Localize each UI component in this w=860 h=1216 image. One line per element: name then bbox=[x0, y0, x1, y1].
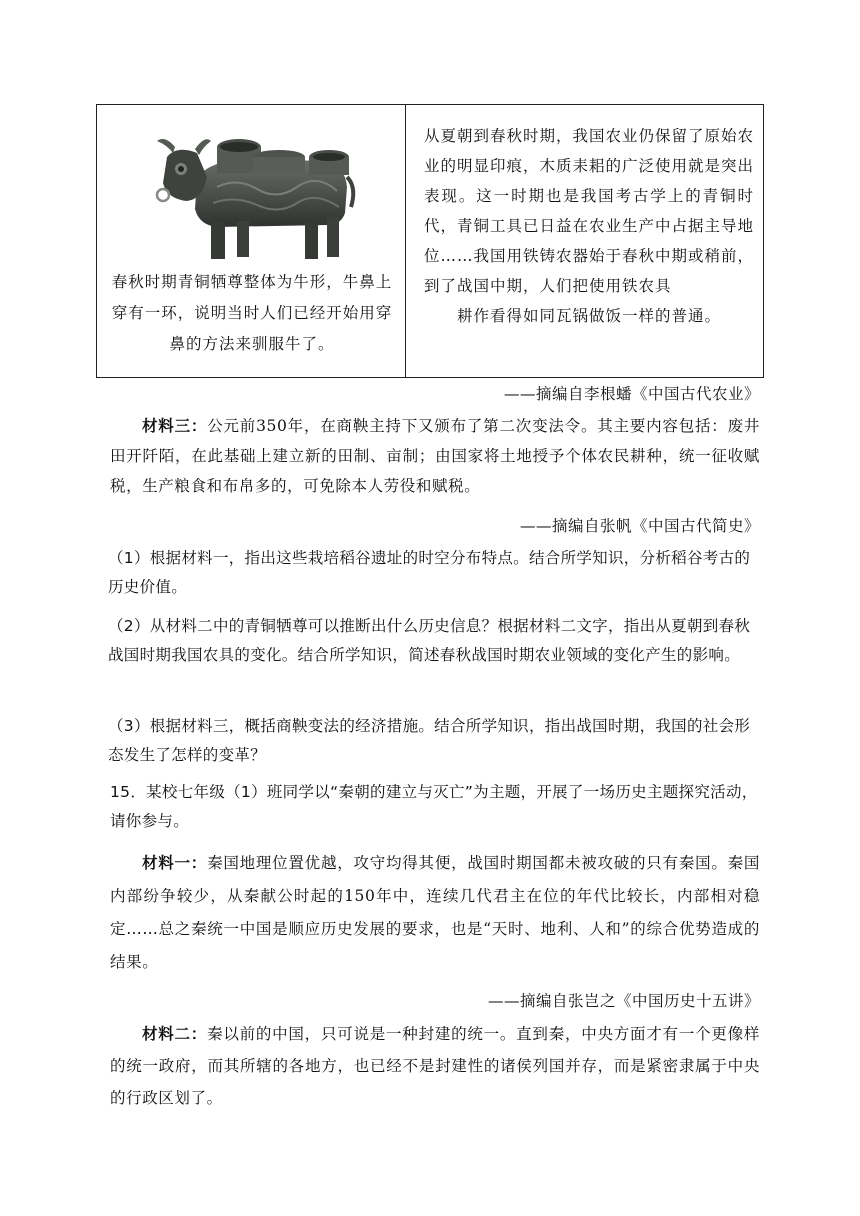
material-two-text-body: 从夏朝到春秋时期，我国农业仍保留了原始农业的明显印痕，木质耒耜的广泛使用就是突出表现。这一时期也是我国考古学上的青铜时代，青铜工具已日益在农业生产中占据主导地位……我国用铁铸农器始于春秋中期或稍前，到了战国中期，人们把使用铁农具 bbox=[424, 127, 755, 295]
bronze-image-caption: 春秋时期青铜牺尊整体为牛形，牛鼻上穿有一环，说明当时人们已经开始用穿鼻的方法来驯服牛了。 bbox=[111, 273, 393, 353]
question-1: （1）根据材料一，指出这些栽培稻谷遗址的时空分布特点。结合所学知识，分析稻谷考古的历史价值。 bbox=[108, 549, 751, 596]
q15-material-one-paragraph bbox=[110, 846, 760, 979]
q15-material-two-paragraph bbox=[110, 1018, 760, 1114]
material-three-paragraph bbox=[110, 411, 760, 501]
material-three-text: 公元前350年，在商鞅主持下又颁布了第二次变法令。其主要内容包括：废井田开阡陌，在此基础上建立新的田制、亩制；由国家将土地授予个体农民耕种，统一征收赋税，生产粮食和布帛多的，可免除本人劳役和赋税。 bbox=[110, 417, 760, 495]
material-two-text bbox=[424, 121, 754, 331]
question-3: （3）根据材料三，概括商鞅变法的经济措施。结合所学知识，指出战国时期，我国的社会形态发生了怎样的变革？ bbox=[108, 717, 751, 764]
table-right-cell bbox=[406, 105, 763, 377]
q15-material-one-label: 材料一： bbox=[142, 853, 208, 872]
q15-material-two-text: 秦以前的中国，只可说是一种封建的统一。直到秦，中央方面才有一个更像样的统一政府，而其所辖的各地方，也已经不是封建性的诸侯列国并存，而是紧密隶属于中央的行政区划了。 bbox=[110, 1025, 760, 1107]
q15-material-one-text: 秦国地理位置优越，攻守均得其便，战国时期国都未被攻破的只有秦国。秦国内部纷争较少，从秦献公时起的150年中，连续几代君主在位的年代比较长，内部相对稳定……总之秦统一中国是顺应历史发展的要求，也是“天时、地利、人和”的综合优势造成的结果。 bbox=[110, 854, 760, 971]
bronze-ox-zun-image bbox=[147, 117, 359, 265]
q15-material-two-label: 材料二： bbox=[142, 1024, 208, 1043]
material-three-label: 材料三： bbox=[142, 416, 208, 435]
table-left-cell bbox=[97, 105, 406, 377]
source-citation-2: ——摘编自张帆《中国古代简史》 bbox=[519, 517, 760, 535]
question-15: 15．某校七年级（1）班同学以“秦朝的建立与灭亡”为主题，开展了一场历史主题探究活动，请你参与。 bbox=[110, 783, 758, 830]
question-2: （2）从材料二中的青铜牺尊可以推断出什么历史信息？根据材料二文字，指出从夏朝到春秋战国时期我国农具的变化。结合所学知识，简述春秋战国时期农业领域的变化产生的影响。 bbox=[108, 617, 751, 664]
source-citation-1: ——摘编自李根蟠《中国古代农业》 bbox=[503, 385, 760, 403]
material-two-table bbox=[96, 104, 764, 378]
material-two-text-last-line: 耕作看得如同瓦锅做饭一样的普通。 bbox=[456, 307, 721, 325]
source-citation-3: ——摘编自张岂之《中国历史十五讲》 bbox=[487, 992, 760, 1010]
